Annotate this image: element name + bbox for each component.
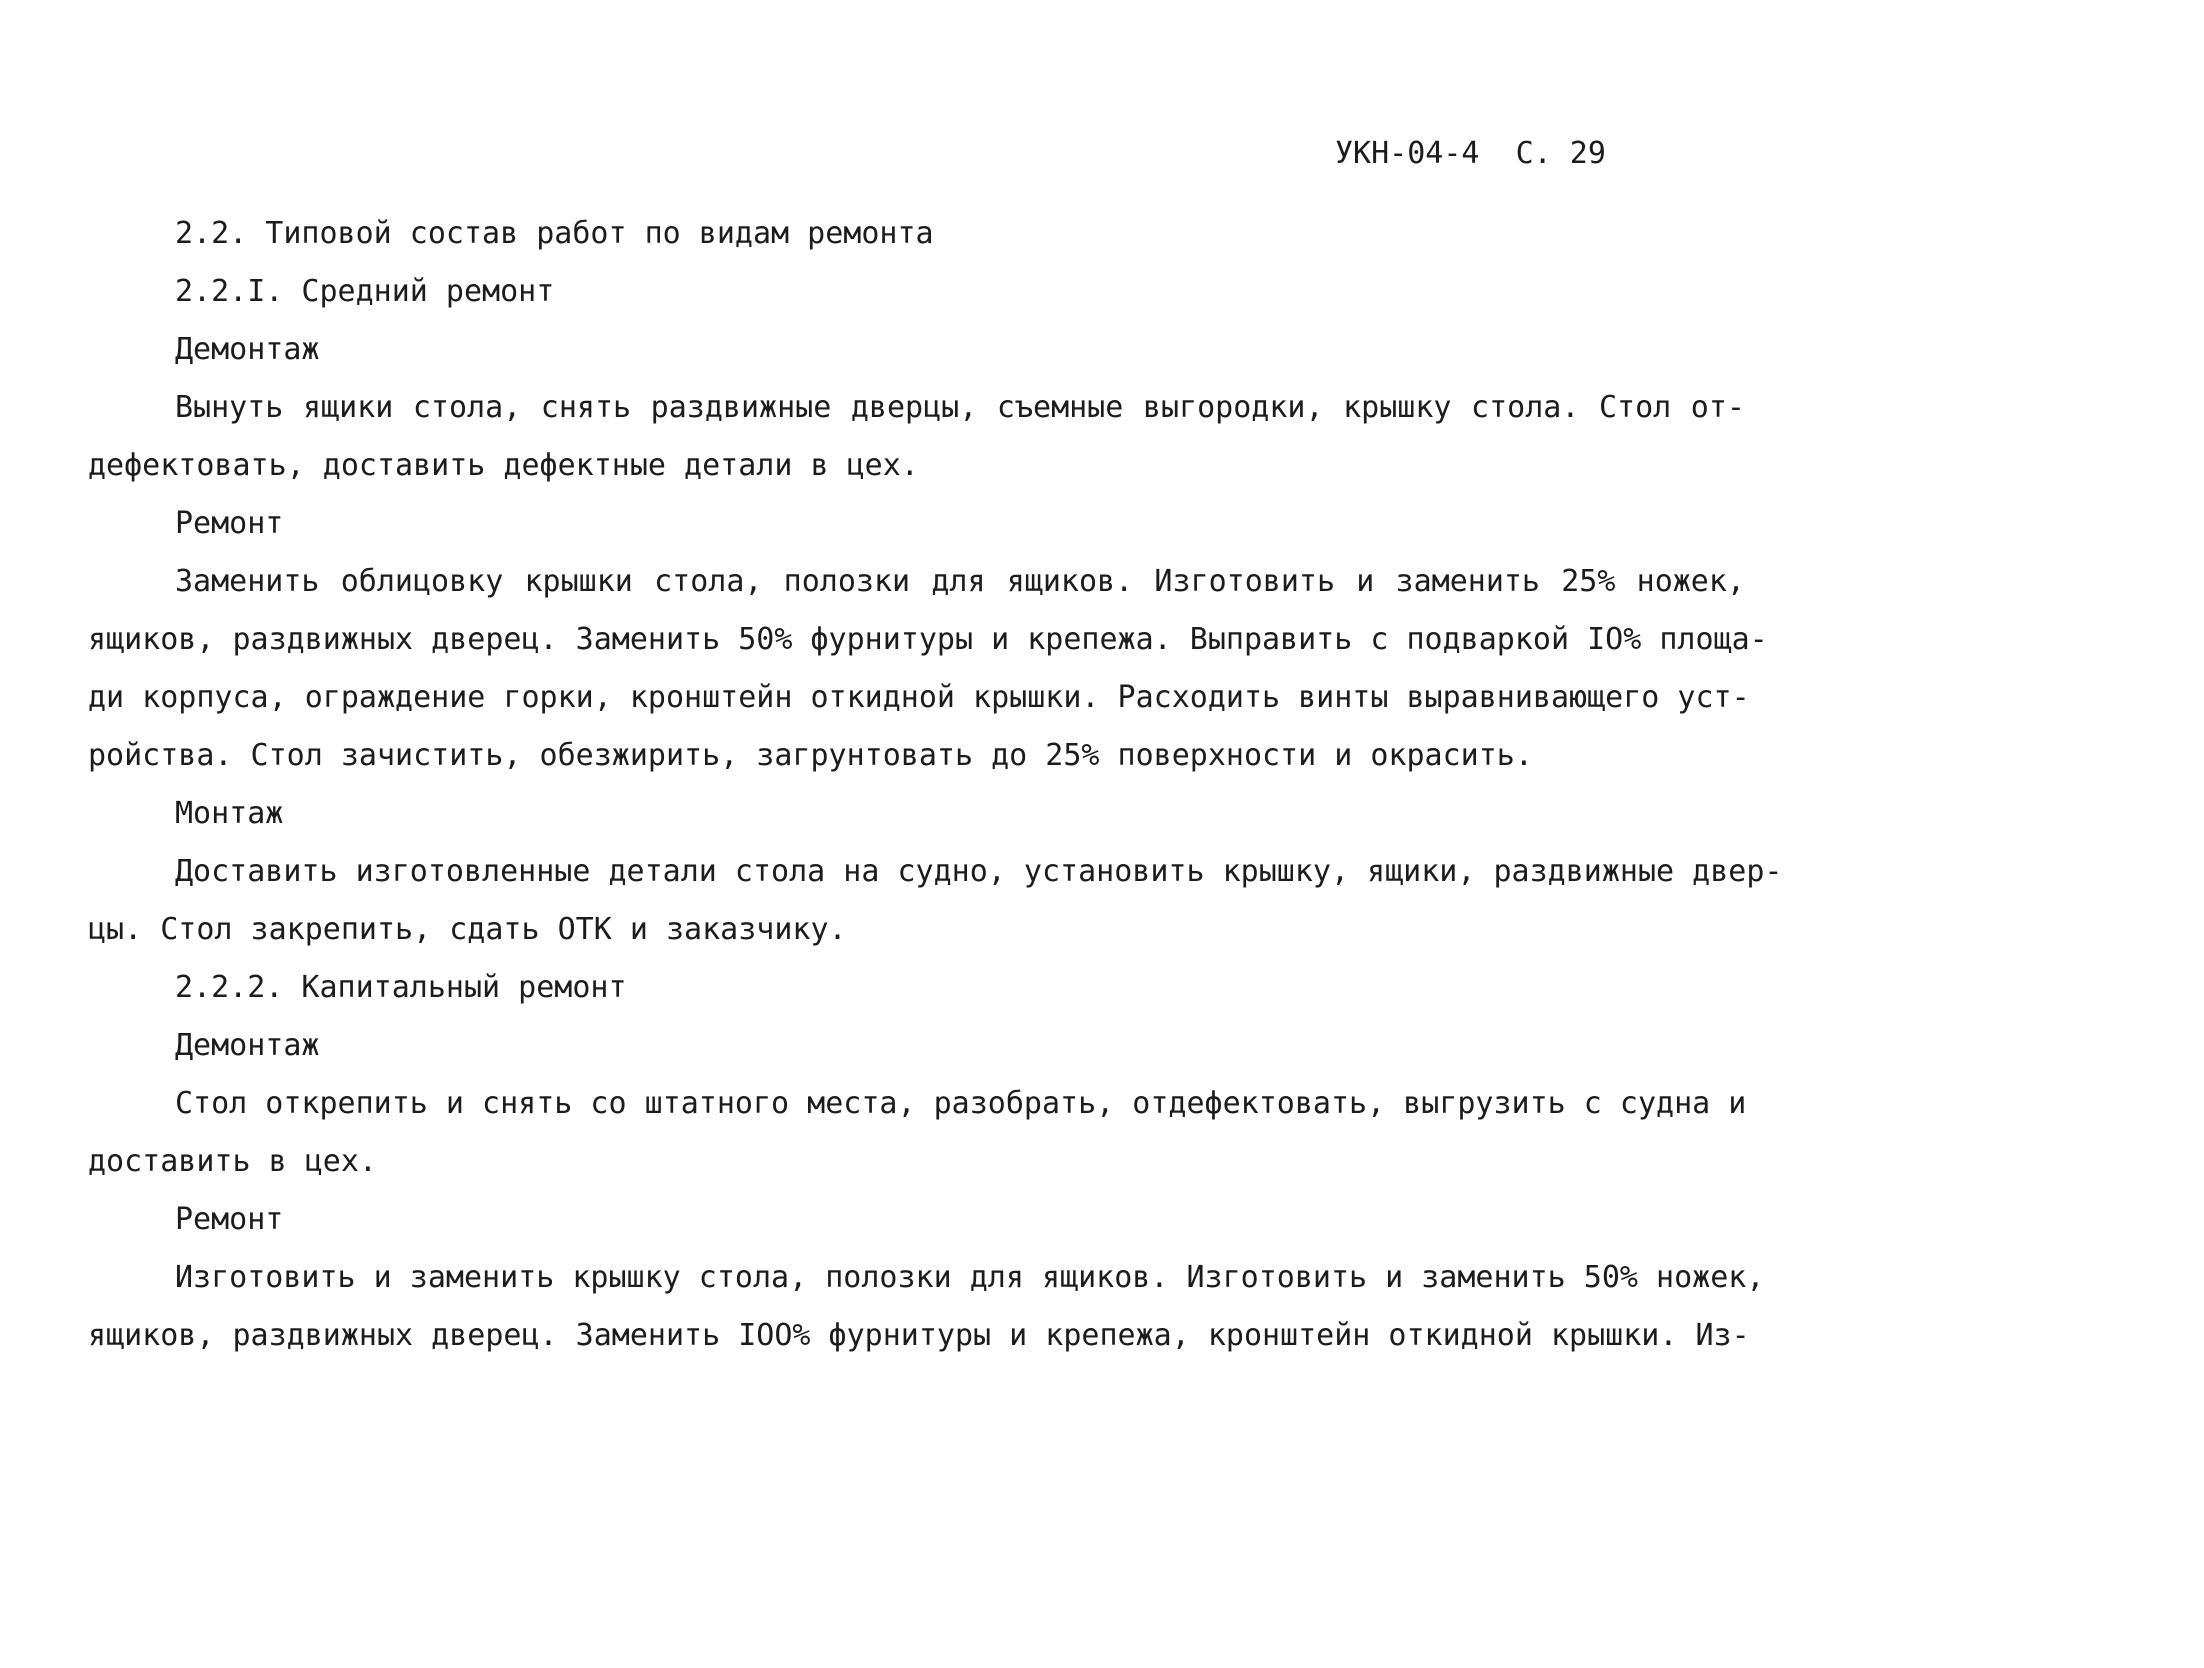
text-line: Доставить изготовленные детали стола на судно, установить крышку, ящики, раздвижные двер-	[175, 854, 1783, 889]
text-line: ройства. Стол зачистить, обезжирить, загрунтовать до 25% поверхности и окрасить.	[88, 738, 1533, 773]
section-heading-2-2: 2.2. Типовой состав работ по видам ремонта	[175, 216, 934, 251]
text-line: дефектовать, доставить дефектные детали в цех.	[88, 448, 919, 483]
paragraph-heading-assembly: Монтаж	[175, 796, 284, 831]
paragraph-heading-repair: Ремонт	[175, 506, 284, 541]
text-line: Вынуть ящики стола, снять раздвижные дверцы, съемные выгородки, крышку стола. Стол от-	[175, 390, 1745, 425]
subsection-heading-2-2-2: 2.2.2. Капитальный ремонт	[175, 970, 627, 1005]
paragraph-heading-dismantling: Демонтаж	[175, 1028, 320, 1063]
text-line: ди корпуса, ограждение горки, кронштейн откидной крышки. Расходить винты выравнивающего уст-	[88, 680, 1750, 715]
subsection-heading-2-2-1: 2.2.I. Средний ремонт	[175, 274, 555, 309]
text-line: цы. Стол закрепить, сдать ОТК и заказчику.	[88, 912, 847, 947]
text-line: Изготовить и заменить крышку стола, полозки для ящиков. Изготовить и заменить 50% ножек,	[175, 1260, 1765, 1295]
text-line: Заменить облицовку крышки стола, полозки для ящиков. Изготовить и заменить 25% ножек,	[175, 564, 1745, 599]
paragraph-heading-repair: Ремонт	[175, 1202, 284, 1237]
text-line: Стол открепить и снять со штатного места, разобрать, отдефектовать, выгрузить с судна и	[175, 1086, 1747, 1121]
text-line: ящиков, раздвижных дверец. Заменить 50% фурнитуры и крепежа. Выправить с подваркой IO% площа-	[88, 622, 1768, 657]
text-line: доставить в цех.	[88, 1144, 377, 1179]
paragraph-heading-dismantling: Демонтаж	[175, 332, 320, 367]
page-header-code: УКН-04-4 С. 29	[1335, 136, 1606, 171]
text-line: ящиков, раздвижных дверец. Заменить IOO% фурнитуры и крепежа, кронштейн откидной крышки. Из-	[88, 1318, 1750, 1353]
